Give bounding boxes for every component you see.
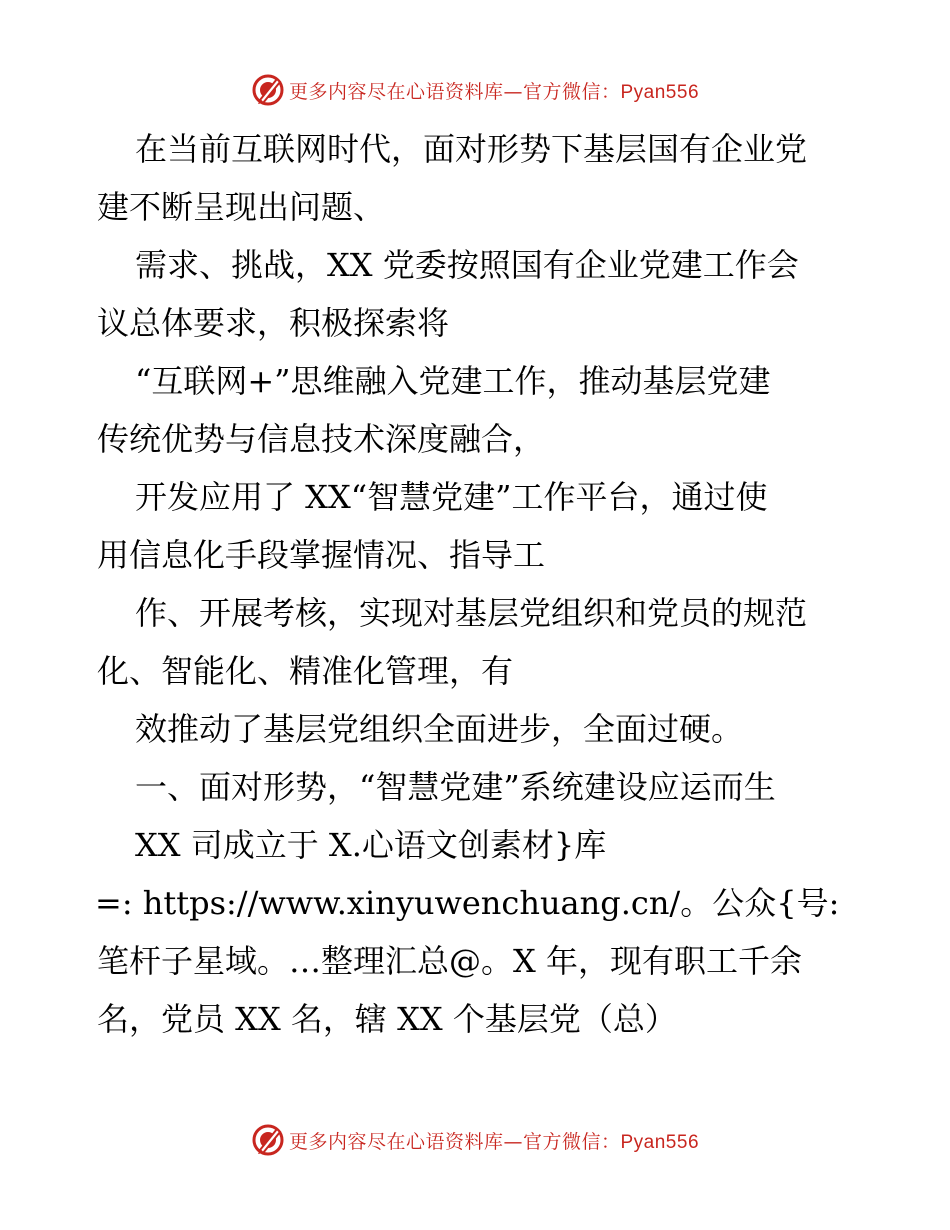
banner-dash: — [503, 1130, 523, 1153]
paragraph-line: 议总体要求，积极探索将 [97, 304, 450, 342]
banner-wechat-id: Pyan556 [620, 81, 700, 103]
paragraph-line: XX 司成立于 X.心语文创素材}库 [135, 826, 607, 864]
banner-site-name: 更多内容尽在心语资料库 [288, 80, 504, 103]
paragraph-line: 用信息化手段掌握情况、指导工 [97, 536, 546, 574]
paragraph-line: “互联网+”思维融入党建工作，推动基层党建 [135, 362, 771, 400]
banner-text [289, 1127, 699, 1154]
paragraph-line: 笔杆子星域。…整理汇总@。X 年，现有职工千余 [97, 942, 802, 980]
paragraph-line: 名，党员 XX 名，辖 XX 个基层党（总） [97, 1000, 677, 1038]
banner-official-label: 官方微信： [522, 80, 621, 103]
paragraph-line: 开发应用了 XX“智慧党建”工作平台，通过使 [135, 478, 768, 516]
banner-site-name: 更多内容尽在心语资料库 [288, 1130, 504, 1153]
pen-logo-icon [251, 73, 285, 107]
paragraph-line: 化、智能化、精准化管理，有 [97, 652, 514, 690]
paragraph-line: 传统优势与信息技术深度融合， [97, 420, 546, 458]
paragraph-line: 效推动了基层党组织全面进步，全面过硬。 [135, 710, 744, 748]
footer-banner [0, 1120, 950, 1160]
paragraph-line: =: https://www.xinyuwenchuang.cn/。公众{号: [95, 884, 840, 922]
banner-text [289, 77, 699, 104]
header-banner [0, 70, 950, 110]
banner-official-label: 官方微信： [522, 1130, 621, 1153]
banner-wechat-id: Pyan556 [620, 1131, 700, 1153]
banner-dash: — [503, 80, 523, 103]
section-heading: 一、面对形势，“智慧党建”系统建设应运而生 [135, 768, 776, 806]
document-body [97, 120, 857, 1048]
paragraph-line: 需求、挑战，XX 党委按照国有企业党建工作会 [135, 246, 799, 284]
paragraph-line: 在当前互联网时代，面对形势下基层国有企业党 [135, 130, 808, 168]
pen-logo-icon [251, 1123, 285, 1157]
paragraph-line: 作、开展考核，实现对基层党组织和党员的规范 [135, 594, 808, 632]
paragraph-line: 建不断呈现出问题、 [97, 188, 386, 226]
